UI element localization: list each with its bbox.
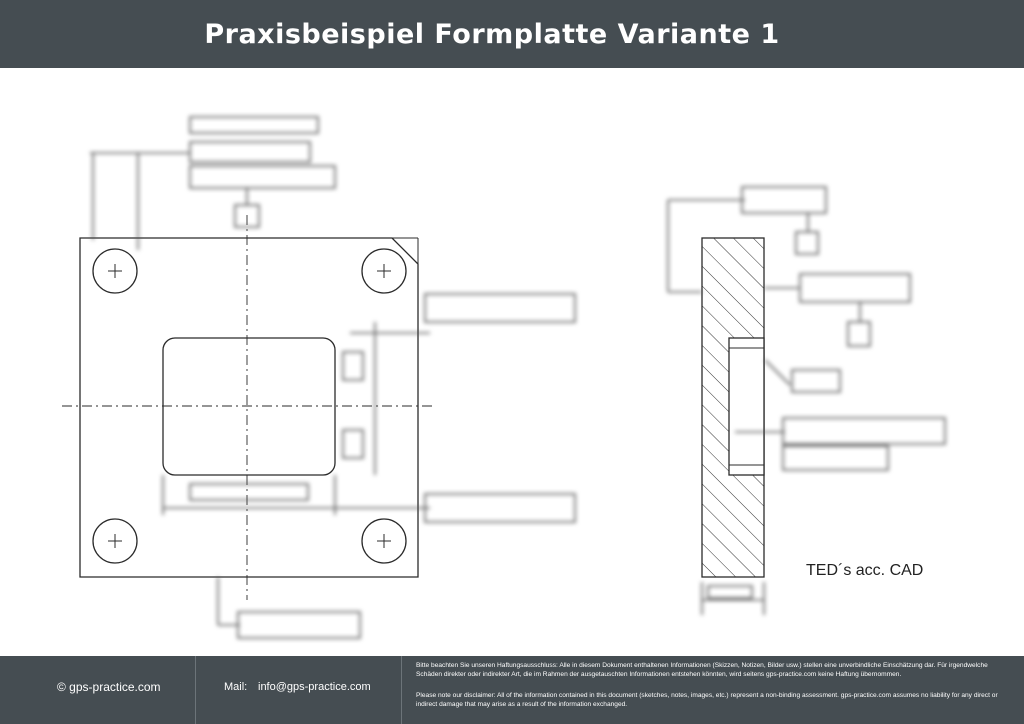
feature-control-frame (783, 446, 888, 470)
header-bar (0, 0, 1024, 68)
ted-note: TED´s acc. CAD (806, 562, 924, 579)
technical-drawing (0, 68, 1024, 656)
feature-control-frame (238, 612, 360, 638)
hole-bottom-right (362, 519, 406, 563)
feature-control-frame (783, 418, 945, 444)
copyright-text: © gps-practice.com (57, 680, 161, 694)
datum-box (848, 322, 870, 346)
dimension-text (190, 484, 308, 500)
footer-disclaimer-section (402, 656, 1012, 724)
datum-box (796, 232, 818, 254)
disclaimer-english: Please note our disclaimer: All of the information contained in this document (sketches, notes, images, etc.) represent a non-binding assessment. gps-practice.com assumes no liability for any direct or indirect damage that may arise as a result of the information exchanged. (416, 692, 998, 708)
dimension-text (708, 586, 752, 598)
mail-address-link[interactable]: info@gps-practice.com (258, 681, 371, 693)
feature-control-frame (800, 274, 910, 302)
hole-top-right (362, 249, 406, 293)
footer-bar (0, 656, 1024, 724)
dimension-text (343, 352, 363, 380)
footer-copyright-section (0, 656, 196, 724)
feature-control-frame (190, 166, 335, 188)
feature-control-frame (425, 494, 575, 522)
leader-line (765, 360, 790, 385)
pocket-section (729, 338, 764, 475)
hole-top-left (93, 249, 137, 293)
tolerance-box (190, 117, 318, 133)
drawing-canvas (0, 68, 1024, 656)
section-view (702, 238, 764, 577)
mail-label: Mail: (224, 681, 248, 693)
feature-control-frame (425, 294, 575, 322)
front-view (62, 215, 432, 600)
disclaimer-german: Bitte beachten Sie unseren Haftungsausschluss: Alle in diesem Dokument enthaltenen Informationen (Skizzen, Notizen, Bilder usw.) stellen eine unverbindliche Einschätzung dar. Für irgendwelche Schäden direkter oder indirekter Art, die im Rahmen der ausgetauschten Informationen entstehen könnten, wird seitens gps-practice.com keine Haftung übernommen. (416, 662, 988, 678)
feature-control-frame (190, 142, 310, 162)
footer-mail-section (196, 656, 402, 724)
pocket-outline (163, 338, 335, 475)
dimension-text (792, 370, 840, 392)
dimension-text (343, 430, 363, 458)
hole-bottom-left (93, 519, 137, 563)
feature-control-frame (742, 187, 826, 213)
page-title: Praxisbeispiel Formplatte Variante 1 (204, 19, 780, 50)
